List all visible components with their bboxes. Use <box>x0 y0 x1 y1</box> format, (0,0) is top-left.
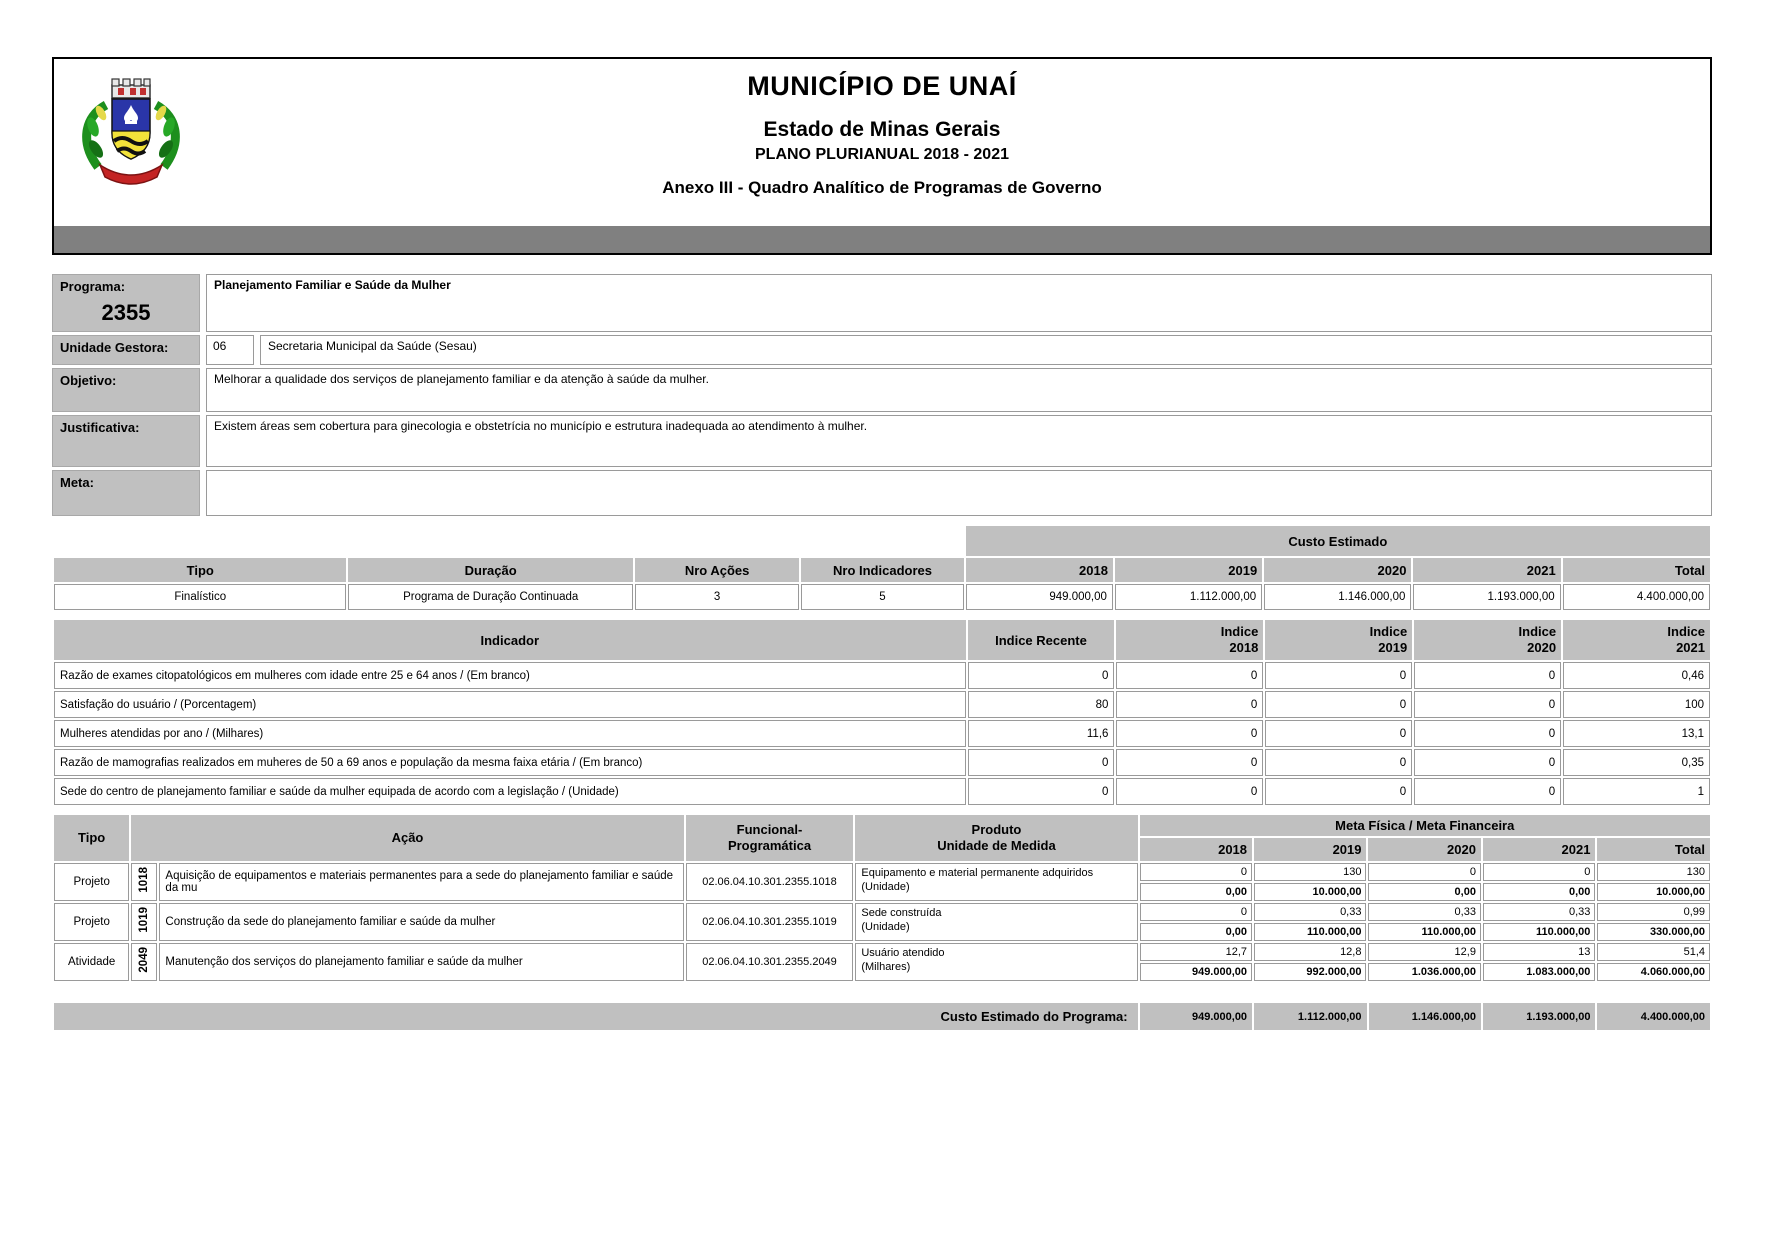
meta-cell <box>1483 943 1595 981</box>
meta-cell <box>1140 903 1252 941</box>
action-produto-cell <box>855 903 1137 941</box>
indicator-value: 0 <box>1414 720 1561 747</box>
meta-year-2018: 2018 <box>1140 838 1252 861</box>
col-acao: Ação <box>131 815 683 861</box>
meta-financeira: 0,00 <box>1368 883 1480 901</box>
action-description: Manutenção dos serviços do planejamento familiar e saúde da mulher <box>159 943 683 981</box>
indicator-value: 0 <box>1116 749 1263 776</box>
meta-cell <box>1254 943 1366 981</box>
meta-cell <box>1597 903 1710 941</box>
col-produto-unidade <box>855 815 1137 861</box>
action-produto: Sede construída <box>861 907 942 919</box>
col-year-2019: 2019 <box>1115 558 1262 582</box>
summary-duracao: Programa de Duração Continuada <box>348 584 632 610</box>
meta-financeira: 0,00 <box>1140 923 1252 941</box>
header-subtitle-plan: PLANO PLURIANUAL 2018 - 2021 <box>755 146 1009 163</box>
meta-fisica: 13 <box>1483 943 1595 961</box>
col-indice-2018 <box>1116 620 1263 660</box>
meta-fisica: 0 <box>1483 863 1595 881</box>
col-indicador: Indicador <box>54 620 966 660</box>
custo-programa-2020: 1.146.000,00 <box>1369 1003 1481 1030</box>
custo-estimado-header: Custo Estimado <box>966 526 1710 556</box>
program-row <box>52 274 1712 332</box>
indicator-value: 1 <box>1563 778 1710 805</box>
meta-fisica: 12,8 <box>1254 943 1366 961</box>
program-code: 2355 <box>101 300 151 325</box>
indicator-row <box>54 778 1710 805</box>
action-produto: Usuário atendido <box>861 947 945 959</box>
indice-year: 2018 <box>1229 640 1259 655</box>
action-funcional: 02.06.04.10.301.2355.1018 <box>686 863 854 901</box>
action-row <box>54 903 1710 941</box>
col-indice-2020 <box>1414 620 1561 660</box>
action-row <box>54 943 1710 981</box>
summary-nro-indicadores: 5 <box>801 584 963 610</box>
indicator-value: 100 <box>1563 691 1710 718</box>
action-code-cell <box>131 863 157 901</box>
indicator-name: Sede do centro de planejamento familiar e saúde da mulher equipada de acordo com a legislação / (Unidade) <box>54 778 966 805</box>
program-name: Planejamento Familiar e Saúde da Mulher <box>206 274 1712 332</box>
meta-cell <box>1483 903 1595 941</box>
meta-financeira: 10.000,00 <box>1597 883 1710 901</box>
col-total: Total <box>1563 558 1710 582</box>
meta-financeira: 110.000,00 <box>1254 923 1366 941</box>
col-nro-indicadores: Nro Indicadores <box>801 558 963 582</box>
summary-header-row <box>54 558 1710 582</box>
indice-word: Indice <box>1518 624 1557 639</box>
meta-financeira: 10.000,00 <box>1254 883 1366 901</box>
action-description: Aquisição de equipamentos e materiais permanentes para a sede do planejamento familiar e saúde da mu <box>159 863 683 901</box>
header-title: MUNICÍPIO DE UNAÍ <box>747 71 1017 101</box>
indicator-value: 0 <box>1116 778 1263 805</box>
indicator-row <box>54 691 1710 718</box>
meta-fisica: 0 <box>1368 863 1480 881</box>
meta-fisica: 130 <box>1597 863 1710 881</box>
meta-label: Meta: <box>52 470 200 516</box>
meta-year-2021: 2021 <box>1483 838 1595 861</box>
meta-cell <box>1254 903 1366 941</box>
action-unidade: (Unidade) <box>861 921 910 933</box>
indicator-value: 13,1 <box>1563 720 1710 747</box>
header-subtitle-annex: Anexo III - Quadro Analítico de Programas de Governo <box>662 178 1102 197</box>
col-year-2020: 2020 <box>1264 558 1411 582</box>
indicators-header-row <box>54 620 1710 660</box>
produto-line1: Produto <box>971 822 1022 837</box>
indicator-value: 0 <box>1414 691 1561 718</box>
col-funcional-programatica <box>686 815 854 861</box>
indicator-name: Razão de mamografias realizados em muheres de 50 a 69 anos e população da mesma faixa etária / (Em branco) <box>54 749 966 776</box>
meta-cell <box>1254 863 1366 901</box>
program-label-box <box>52 274 200 332</box>
indicator-value: 0 <box>1116 691 1263 718</box>
meta-row <box>52 470 1712 516</box>
indicator-row <box>54 662 1710 689</box>
actions-header-row-1 <box>54 815 1710 836</box>
meta-fisica: 0,99 <box>1597 903 1710 921</box>
action-tipo: Projeto <box>54 903 129 941</box>
program-total-row <box>52 1001 1712 1032</box>
col-indice-2021 <box>1563 620 1710 660</box>
funcional-line2: Programática <box>727 838 812 853</box>
meta-fisica: 51,4 <box>1597 943 1710 961</box>
unidade-gestora-code: 06 <box>206 335 254 365</box>
meta-financeira: 110.000,00 <box>1368 923 1480 941</box>
meta-financeira: 110.000,00 <box>1483 923 1595 941</box>
meta-fisica: 0 <box>1140 903 1252 921</box>
indice-word: Indice <box>1667 624 1705 639</box>
meta-cell <box>1368 863 1480 901</box>
col-indice-recente: Indice Recente <box>968 620 1115 660</box>
custo-total: 4.400.000,00 <box>1563 584 1710 610</box>
indicator-value: 0,35 <box>1563 749 1710 776</box>
meta-year-2019: 2019 <box>1254 838 1366 861</box>
col-acao-tipo: Tipo <box>54 815 129 861</box>
col-year-2018: 2018 <box>966 558 1113 582</box>
col-meta-fisica-financeira: Meta Física / Meta Financeira <box>1140 815 1710 836</box>
indicator-value: 0 <box>1265 749 1412 776</box>
action-code: 1018 <box>138 866 151 893</box>
meta-year-2020: 2020 <box>1368 838 1480 861</box>
indicator-value: 0 <box>1116 720 1263 747</box>
meta-fisica: 12,7 <box>1140 943 1252 961</box>
custo-2018: 949.000,00 <box>966 584 1113 610</box>
custo-2021: 1.193.000,00 <box>1413 584 1560 610</box>
action-tipo: Atividade <box>54 943 129 981</box>
meta-financeira: 0,00 <box>1483 883 1595 901</box>
meta-fisica: 12,9 <box>1368 943 1480 961</box>
indicator-value: 0 <box>1414 749 1561 776</box>
meta-financeira: 4.060.000,00 <box>1597 963 1710 981</box>
summary-table <box>52 524 1712 612</box>
custo-programa-label: Custo Estimado do Programa: <box>54 1003 1138 1030</box>
indicator-name: Satisfação do usuário / (Porcentagem) <box>54 691 966 718</box>
justificativa-label: Justificativa: <box>52 415 200 467</box>
justificativa-row <box>52 415 1712 467</box>
meta-cell <box>1368 943 1480 981</box>
meta-financeira: 1.036.000,00 <box>1368 963 1480 981</box>
meta-fisica: 0,33 <box>1483 903 1595 921</box>
meta-fisica: 0 <box>1140 863 1252 881</box>
custo-2020: 1.146.000,00 <box>1264 584 1411 610</box>
indicator-value: 80 <box>968 691 1115 718</box>
objetivo-row <box>52 368 1712 412</box>
action-row <box>54 863 1710 901</box>
unidade-gestora-label: Unidade Gestora: <box>52 335 200 365</box>
summary-nro-acoes: 3 <box>635 584 799 610</box>
indicator-value: 0 <box>1265 778 1412 805</box>
indicators-table <box>52 618 1712 807</box>
meta-financeira: 1.083.000,00 <box>1483 963 1595 981</box>
action-produto-cell <box>855 863 1137 901</box>
indicator-value: 0 <box>968 778 1115 805</box>
summary-spacer <box>54 526 964 556</box>
indicator-value: 0 <box>968 749 1115 776</box>
indicator-value: 0 <box>1414 778 1561 805</box>
custo-programa-2021: 1.193.000,00 <box>1483 1003 1595 1030</box>
custo-programa-2019: 1.112.000,00 <box>1254 1003 1366 1030</box>
indicator-value: 11,6 <box>968 720 1115 747</box>
action-description: Construção da sede do planejamento familiar e saúde da mulher <box>159 903 683 941</box>
meta-text <box>206 470 1712 516</box>
meta-financeira: 992.000,00 <box>1254 963 1366 981</box>
col-indice-2019 <box>1265 620 1412 660</box>
action-unidade: (Unidade) <box>861 881 910 893</box>
unidade-gestora-name: Secretaria Municipal da Saúde (Sesau) <box>260 335 1712 365</box>
action-funcional: 02.06.04.10.301.2355.2049 <box>686 943 854 981</box>
meta-cell <box>1140 863 1252 901</box>
col-tipo: Tipo <box>54 558 346 582</box>
meta-cell <box>1140 943 1252 981</box>
meta-fisica: 130 <box>1254 863 1366 881</box>
indicator-value: 0,46 <box>1563 662 1710 689</box>
meta-financeira: 0,00 <box>1140 883 1252 901</box>
header-text <box>54 71 1710 198</box>
action-unidade: (Milhares) <box>861 961 911 973</box>
action-produto-cell <box>855 943 1137 981</box>
funcional-line1: Funcional- <box>736 822 803 837</box>
action-code: 1019 <box>138 906 151 933</box>
meta-fisica: 0,33 <box>1254 903 1366 921</box>
indice-year: 2021 <box>1676 640 1705 655</box>
indicator-value: 0 <box>1116 662 1263 689</box>
meta-cell <box>1597 943 1710 981</box>
meta-cell <box>1597 863 1710 901</box>
action-tipo: Projeto <box>54 863 129 901</box>
indicator-name: Mulheres atendidas por ano / (Milhares) <box>54 720 966 747</box>
objetivo-label: Objetivo: <box>52 368 200 412</box>
action-code-cell <box>131 943 157 981</box>
custo-2019: 1.112.000,00 <box>1115 584 1262 610</box>
indicator-value: 0 <box>1265 662 1412 689</box>
meta-cell <box>1368 903 1480 941</box>
action-code-cell <box>131 903 157 941</box>
indicator-name: Razão de exames citopatológicos em mulheres com idade entre 25 e 64 anos / (Em branco) <box>54 662 966 689</box>
meta-cell <box>1483 863 1595 901</box>
custo-programa-2018: 949.000,00 <box>1140 1003 1252 1030</box>
report-page <box>52 57 1712 1032</box>
indicator-row <box>54 749 1710 776</box>
meta-financeira: 949.000,00 <box>1140 963 1252 981</box>
report-header <box>52 57 1712 255</box>
col-nro-acoes: Nro Ações <box>635 558 799 582</box>
objetivo-text: Melhorar a qualidade dos serviços de planejamento familiar e da atenção à saúde da mulher. <box>206 368 1712 412</box>
actions-table <box>52 813 1712 983</box>
indicator-value: 0 <box>1265 691 1412 718</box>
summary-tipo: Finalístico <box>54 584 346 610</box>
indicator-row <box>54 720 1710 747</box>
action-code: 2049 <box>138 946 151 973</box>
produto-line2: Unidade de Medida <box>937 838 1056 853</box>
indice-word: Indice <box>1369 624 1408 639</box>
summary-data-row <box>54 584 1710 610</box>
header-gray-bar <box>54 226 1710 253</box>
col-year-2021: 2021 <box>1413 558 1560 582</box>
meta-total: Total <box>1597 838 1710 861</box>
indicator-value: 0 <box>968 662 1115 689</box>
indice-year: 2019 <box>1378 640 1408 655</box>
justificativa-text: Existem áreas sem cobertura para ginecologia e obstetrícia no município e estrutura inadequada ao atendimento à mulher. <box>206 415 1712 467</box>
meta-financeira: 330.000,00 <box>1597 923 1710 941</box>
unidade-gestora-row <box>52 335 1712 365</box>
indicator-value: 0 <box>1414 662 1561 689</box>
col-duracao: Duração <box>348 558 632 582</box>
action-funcional: 02.06.04.10.301.2355.1019 <box>686 903 854 941</box>
action-produto: Equipamento e material permanente adquiridos <box>861 867 1094 879</box>
indicator-value: 0 <box>1265 720 1412 747</box>
header-subtitle-state: Estado de Minas Gerais <box>763 118 1001 141</box>
custo-programa-total: 4.400.000,00 <box>1597 1003 1710 1030</box>
meta-fisica: 0,33 <box>1368 903 1480 921</box>
program-info-section <box>52 274 1712 516</box>
program-label: Programa: <box>60 279 126 294</box>
indice-word: Indice <box>1220 624 1259 639</box>
indice-year: 2020 <box>1527 640 1557 655</box>
